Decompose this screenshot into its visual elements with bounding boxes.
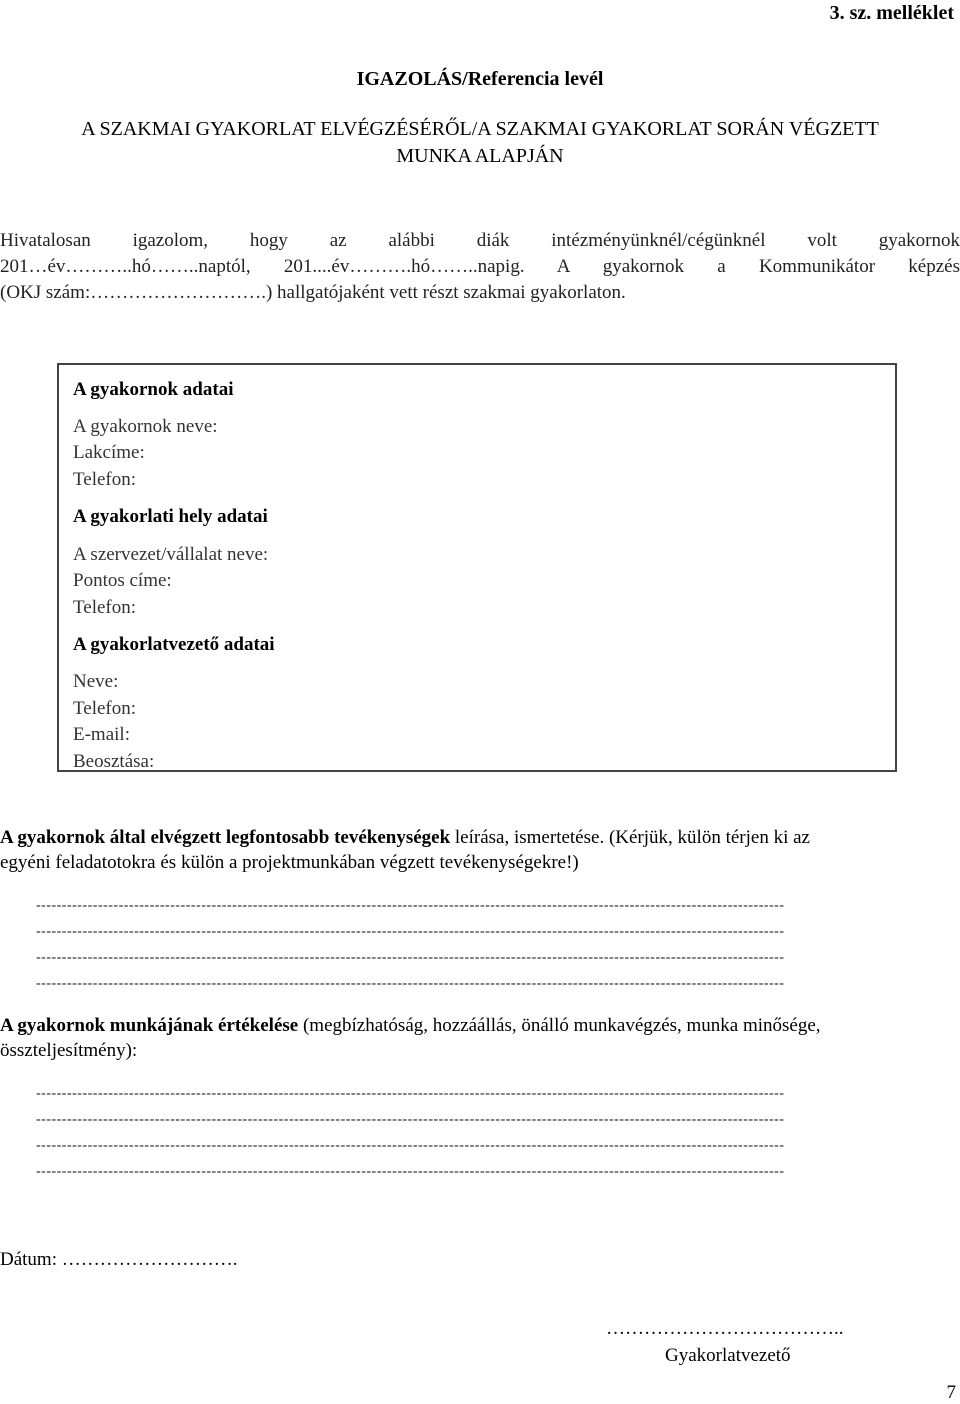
intern-address-field[interactable]: Lakcíme: <box>73 442 145 463</box>
evaluation-blank-line-1[interactable]: ------------------------------------------------------------------------------------------------------------------------------------------------- <box>36 1086 785 1101</box>
evaluation-prompt-rest: (megbízhatóság, hozzáállás, önálló munkavégzés, munka minősége, <box>298 1015 821 1036</box>
org-address-field[interactable]: Pontos címe: <box>73 570 172 591</box>
activities-blank-lines[interactable] <box>36 893 932 997</box>
evaluation-blank-line-3[interactable]: ------------------------------------------------------------------------------------------------------------------------------------------------- <box>36 1138 785 1153</box>
activities-prompt-line-1 <box>0 825 960 850</box>
intern-name-field[interactable]: A gyakornok neve: <box>73 416 218 437</box>
placement-data-heading: A gyakorlati hely adatai <box>73 506 268 527</box>
activities-blank-line-2[interactable]: ------------------------------------------------------------------------------------------------------------------------------------------------- <box>36 924 785 939</box>
activities-blank-line-3[interactable]: ------------------------------------------------------------------------------------------------------------------------------------------------- <box>36 950 785 965</box>
date-field[interactable]: Dátum: ………………………. <box>0 1249 238 1270</box>
signature-label: Gyakorlatvezető <box>665 1345 791 1366</box>
evaluation-prompt-line-1 <box>0 1013 960 1038</box>
activities-prompt-rest: leírása, ismertetése. (Kérjük, külön térjen ki az <box>450 827 810 848</box>
data-form-box <box>57 363 897 772</box>
evaluation-blank-line-2[interactable]: ------------------------------------------------------------------------------------------------------------------------------------------------- <box>36 1112 785 1127</box>
intern-phone-field[interactable]: Telefon: <box>73 469 137 490</box>
org-phone-field[interactable]: Telefon: <box>73 597 137 618</box>
subtitle-line-1: A SZAKMAI GYAKORLAT ELVÉGZÉSÉRŐL/A SZAKMAI GYAKORLAT SORÁN VÉGZETT <box>81 118 879 140</box>
intern-data-heading: A gyakornok adatai <box>73 379 234 400</box>
activities-blank-line-1[interactable]: ------------------------------------------------------------------------------------------------------------------------------------------------- <box>36 898 785 913</box>
activities-prompt-line-2: egyéni feladatotokra és külön a projektmunkában végzett tevékenységekre!) <box>0 852 579 873</box>
evaluation-blank-line-4[interactable]: ------------------------------------------------------------------------------------------------------------------------------------------------- <box>36 1164 785 1179</box>
org-name-field[interactable]: A szervezet/vállalat neve: <box>73 544 269 565</box>
intro-paragraph <box>0 228 960 306</box>
supervisor-phone-field[interactable]: Telefon: <box>73 698 137 719</box>
annex-label: 3. sz. melléklet <box>829 2 954 24</box>
evaluation-prompt-line-2: összteljesítmény): <box>0 1040 138 1061</box>
activities-prompt <box>0 825 960 875</box>
supervisor-position-field[interactable]: Beosztása: <box>73 751 155 772</box>
document-title: IGAZOLÁS/Referencia levél <box>356 68 604 90</box>
supervisor-name-field[interactable]: Neve: <box>73 671 119 692</box>
supervisor-email-field[interactable]: E-mail: <box>73 724 130 745</box>
subtitle-line-2: MUNKA ALAPJÁN <box>396 145 564 167</box>
intro-line-2: 201…év………..hó……..naptól, 201....év……….hó……..napig. A gyakornok a Kommunikátor képzés <box>0 256 960 277</box>
evaluation-blank-lines[interactable] <box>36 1081 932 1185</box>
evaluation-prompt <box>0 1013 960 1063</box>
activities-prompt-bold: A gyakornok által elvégzett legfontosabb tevékenységek <box>0 827 451 848</box>
intro-line-3: (OKJ szám:……………………….) hallgatójaként vett részt szakmai gyakorlaton. <box>0 282 626 303</box>
activities-blank-line-4[interactable]: ------------------------------------------------------------------------------------------------------------------------------------------------- <box>36 976 785 991</box>
intro-line-1: Hivatalosan igazolom, hogy az alábbi diák intézményünknél/cégünknél volt gyakornok <box>0 230 960 251</box>
document-subtitle <box>0 116 960 170</box>
supervisor-data-heading: A gyakorlatvezető adatai <box>73 634 275 655</box>
page-number: 7 <box>946 1382 956 1403</box>
evaluation-prompt-bold: A gyakornok munkájának értékelése <box>0 1015 299 1036</box>
signature-line[interactable]: ……………………………….. <box>606 1318 844 1339</box>
